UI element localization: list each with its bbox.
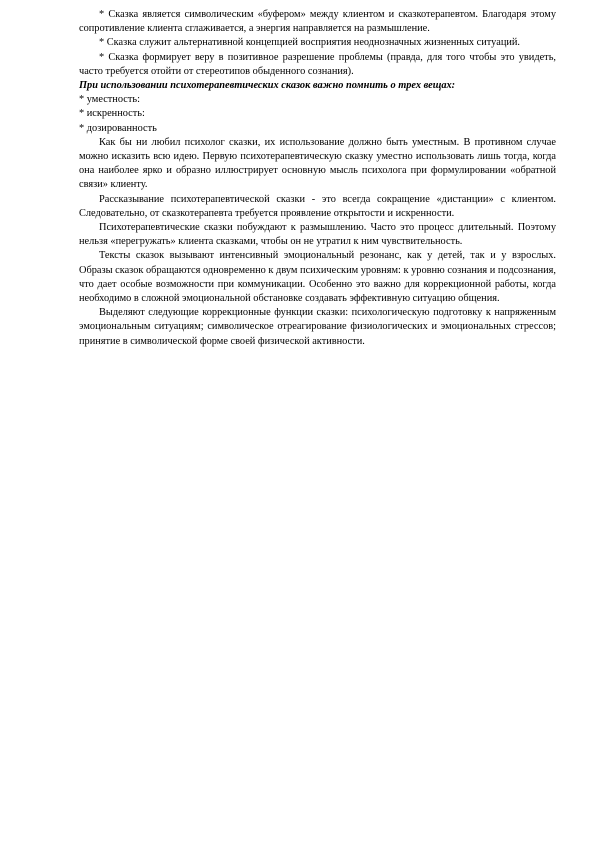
paragraph-emotional-resonance: Тексты сказок вызывают интенсивный эмоциональный резонанс, как у детей, так и у взрослых. Образы сказок обращаются одновременно к двум психическим уровням: к уровню сознания и подсознания, что дает особые возможности при коммуникации. Особенно это важно для коррекционной работы, когда необходимо в сложной эмоциональной обстановке создавать эффективную ситуацию общения. [79, 250, 556, 305]
bullet-dosage: * дозированность [79, 122, 157, 134]
paragraph-positive-resolution: * Сказка формирует веру в позитивное разрешение проблемы (правда, для того чтобы это увидеть, часто требуется отойти от стереотипов обыденного сознания). [79, 51, 556, 77]
paragraph-correction-functions: Выделяют следующие коррекционные функции сказки: психологическую подготовку к напряженным эмоциональным ситуациям; символическое отреагирование физиологических и эмоциональных стрессов; принятие в символической форме своей физической активности. [79, 307, 556, 347]
bullet-appropriateness: * уместность: [79, 94, 140, 106]
paragraph-appropriate-use: Как бы ни любил психолог сказки, их использование должно быть уместным. В противном случае можно исказить всю идею. Первую психотерапевтическую сказку уместно использовать лишь тогда, когда она наиболее ярко и образно иллюстрирует основную мысль психолога при формулировании «обратной связи» клиенту. [79, 136, 556, 191]
document-body [79, 8, 556, 349]
section-heading: При использовании психотерапевтических сказок важно помнить о трех вещах: [79, 80, 456, 92]
paragraph-alternative-concept: * Сказка служит альтернативной концепцией восприятия неоднозначных жизненных ситуаций. [99, 37, 521, 49]
bullet-sincerity: * искренность: [79, 108, 145, 120]
paragraph-buffer: * Сказка является символическим «буфером» между клиентом и сказкотерапевтом. Благодаря этому сопротивление клиента сглаживается, а энергия направляется на размышление. [79, 9, 556, 35]
paragraph-reflection: Психотерапевтические сказки побуждают к размышлению. Часто это процесс длительный. Поэтому нельзя «перегружать» клиента сказками, чтобы он не утратил к ним чувствительность. [79, 222, 556, 248]
paragraph-distance: Рассказывание психотерапевтической сказки - это всегда сокращение «дистанции» с клиентом. Следовательно, от сказкотерапевта требуется проявление открытости и искренности. [79, 193, 556, 219]
